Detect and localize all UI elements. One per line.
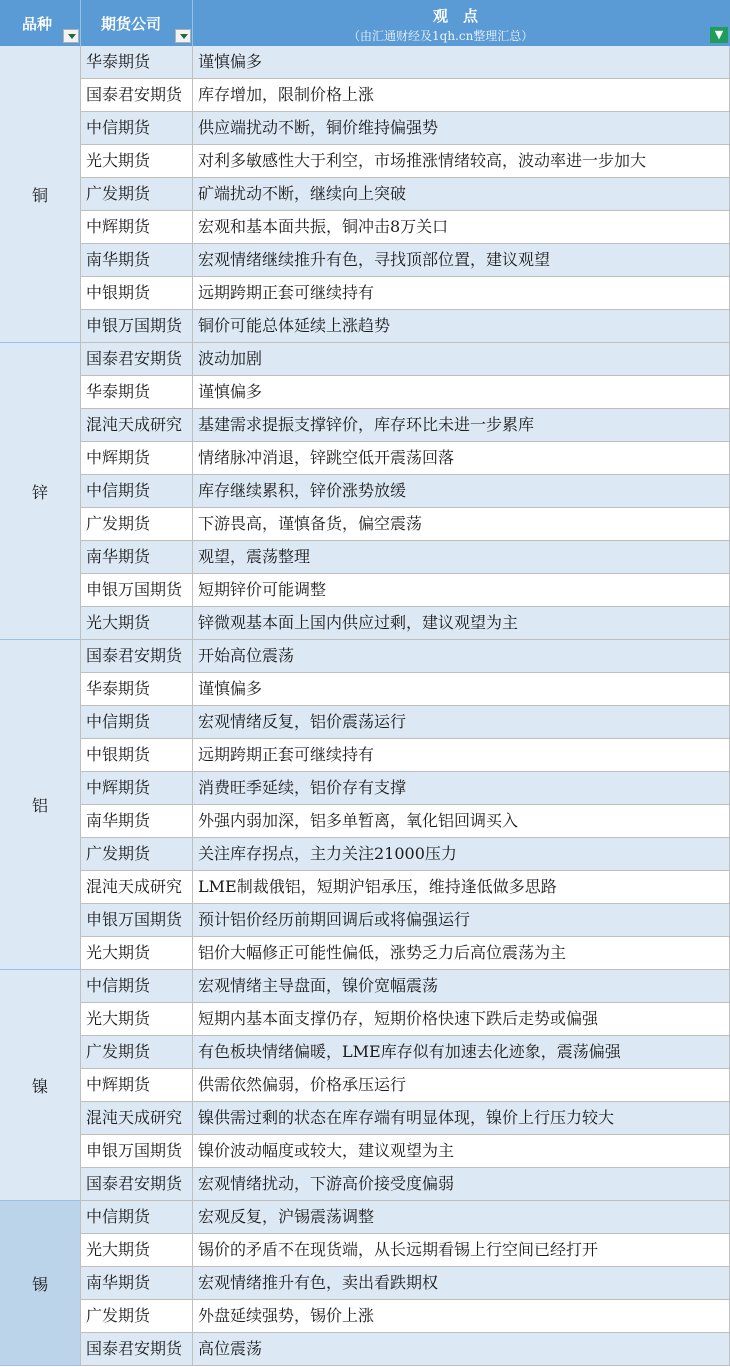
view-cell[interactable]: 情绪脉冲消退，锌跳空低开震荡回落 (193, 442, 730, 475)
company-cell[interactable]: 光大期货 (81, 1234, 193, 1267)
view-cell[interactable]: 镍价波动幅度或较大，建议观望为主 (193, 1135, 730, 1168)
category-cell[interactable]: 锡 (0, 1201, 81, 1366)
view-cell[interactable]: 谨慎偏多 (193, 376, 730, 409)
filter-active-icon[interactable]: ▼ (710, 27, 728, 43)
view-cell[interactable]: 宏观情绪反复，铝价震荡运行 (193, 706, 730, 739)
company-cell[interactable]: 申银万国期货 (81, 310, 193, 343)
company-cell[interactable]: 中辉期货 (81, 772, 193, 805)
view-cell[interactable]: 有色板块情绪偏暖，LME库存似有加速去化迹象，震荡偏强 (193, 1036, 730, 1069)
company-cell[interactable]: 中信期货 (81, 112, 193, 145)
view-cell[interactable]: 铝价大幅修正可能性偏低，涨势乏力后高位震荡为主 (193, 937, 730, 970)
company-cell[interactable]: 中信期货 (81, 970, 193, 1003)
company-cell[interactable]: 光大期货 (81, 1003, 193, 1036)
view-cell[interactable]: 外强内弱加深，铝多单暂离，氧化铝回调买入 (193, 805, 730, 838)
header-view-subtitle: （由汇通财经及1qh.cn整理汇总） (348, 29, 534, 43)
view-cell[interactable]: 库存增加，限制价格上涨 (193, 79, 730, 112)
company-cell[interactable]: 申银万国期货 (81, 904, 193, 937)
company-cell[interactable]: 国泰君安期货 (81, 1333, 193, 1366)
company-cell[interactable]: 中辉期货 (81, 211, 193, 244)
category-cell[interactable]: 镍 (0, 970, 81, 1201)
company-cell[interactable]: 申银万国期货 (81, 1135, 193, 1168)
company-cell[interactable]: 国泰君安期货 (81, 79, 193, 112)
company-cell[interactable]: 广发期货 (81, 1300, 193, 1333)
company-cell[interactable]: 广发期货 (81, 1036, 193, 1069)
view-cell[interactable]: 宏观情绪推升有色，卖出看跌期权 (193, 1267, 730, 1300)
company-cell[interactable]: 南华期货 (81, 244, 193, 277)
view-cell[interactable]: 下游畏高，谨慎备货，偏空震荡 (193, 508, 730, 541)
view-cell[interactable]: 谨慎偏多 (193, 46, 730, 79)
header-variety[interactable] (0, 0, 81, 46)
view-cell[interactable]: 谨慎偏多 (193, 673, 730, 706)
company-cell[interactable]: 广发期货 (81, 508, 193, 541)
company-cell[interactable]: 广发期货 (81, 838, 193, 871)
filter-dropdown-icon[interactable] (63, 29, 79, 43)
company-cell[interactable]: 华泰期货 (81, 376, 193, 409)
company-cell[interactable]: 中信期货 (81, 475, 193, 508)
header-view[interactable] (193, 0, 730, 46)
view-cell[interactable]: 短期锌价可能调整 (193, 574, 730, 607)
company-cell[interactable]: 混沌天成研究 (81, 1102, 193, 1135)
view-cell[interactable]: 锌微观基本面上国内供应过剩，建议观望为主 (193, 607, 730, 640)
view-cell[interactable]: 镍供需过剩的状态在库存端有明显体现，镍价上行压力较大 (193, 1102, 730, 1135)
company-cell[interactable]: 光大期货 (81, 145, 193, 178)
header-company-label: 期货公司 (101, 15, 162, 33)
view-cell[interactable]: 远期跨期正套可继续持有 (193, 739, 730, 772)
company-cell[interactable]: 南华期货 (81, 805, 193, 838)
company-cell[interactable]: 中信期货 (81, 706, 193, 739)
company-cell[interactable]: 中信期货 (81, 1201, 193, 1234)
view-cell[interactable]: 宏观反复，沪锡震荡调整 (193, 1201, 730, 1234)
company-cell[interactable]: 国泰君安期货 (81, 1168, 193, 1201)
view-cell[interactable]: 消费旺季延续，铝价存有支撑 (193, 772, 730, 805)
view-cell[interactable]: 远期跨期正套可继续持有 (193, 277, 730, 310)
view-cell[interactable]: 高位震荡 (193, 1333, 730, 1366)
company-cell[interactable]: 南华期货 (81, 541, 193, 574)
view-cell[interactable]: 开始高位震荡 (193, 640, 730, 673)
view-cell[interactable]: 观望，震荡整理 (193, 541, 730, 574)
header-variety-label: 品种 (22, 15, 53, 33)
header-view-title: 观 点 (433, 7, 479, 25)
view-cell[interactable]: 预计铝价经历前期回调后或将偏强运行 (193, 904, 730, 937)
view-cell[interactable]: 供应端扰动不断，铜价维持偏强势 (193, 112, 730, 145)
company-cell[interactable]: 混沌天成研究 (81, 871, 193, 904)
category-cell[interactable]: 铝 (0, 640, 81, 970)
view-cell[interactable]: 库存继续累积，锌价涨势放缓 (193, 475, 730, 508)
company-cell[interactable]: 国泰君安期货 (81, 640, 193, 673)
company-cell[interactable]: 华泰期货 (81, 46, 193, 79)
view-cell[interactable]: 锡价的矛盾不在现货端，从长远期看锡上行空间已经打开 (193, 1234, 730, 1267)
view-cell[interactable]: 铜价可能总体延续上涨趋势 (193, 310, 730, 343)
company-cell[interactable]: 国泰君安期货 (81, 343, 193, 376)
company-cell[interactable]: 光大期货 (81, 937, 193, 970)
view-cell[interactable]: 矿端扰动不断，继续向上突破 (193, 178, 730, 211)
header-company[interactable] (81, 0, 193, 46)
view-cell[interactable]: 宏观情绪主导盘面，镍价宽幅震荡 (193, 970, 730, 1003)
view-cell[interactable]: 波动加剧 (193, 343, 730, 376)
view-cell[interactable]: 供需依然偏弱，价格承压运行 (193, 1069, 730, 1102)
category-cell[interactable]: 铜 (0, 46, 81, 343)
view-cell[interactable]: LME制裁俄铝，短期沪铝承压，维持逢低做多思路 (193, 871, 730, 904)
view-cell[interactable]: 对利多敏感性大于利空，市场推涨情绪较高，波动率进一步加大 (193, 145, 730, 178)
company-cell[interactable]: 光大期货 (81, 607, 193, 640)
view-cell[interactable]: 宏观情绪扰动，下游高价接受度偏弱 (193, 1168, 730, 1201)
category-cell[interactable]: 锌 (0, 343, 81, 640)
company-cell[interactable]: 中银期货 (81, 277, 193, 310)
filter-dropdown-icon[interactable] (175, 29, 191, 43)
view-cell[interactable]: 宏观情绪继续推升有色，寻找顶部位置，建议观望 (193, 244, 730, 277)
company-cell[interactable]: 中辉期货 (81, 442, 193, 475)
company-cell[interactable]: 南华期货 (81, 1267, 193, 1300)
view-cell[interactable]: 关注库存拐点，主力关注21000压力 (193, 838, 730, 871)
company-cell[interactable]: 申银万国期货 (81, 574, 193, 607)
company-cell[interactable]: 中银期货 (81, 739, 193, 772)
view-cell[interactable]: 基建需求提振支撑锌价，库存环比未进一步累库 (193, 409, 730, 442)
view-cell[interactable]: 外盘延续强势，锡价上涨 (193, 1300, 730, 1333)
view-cell[interactable]: 短期内基本面支撑仍存，短期价格快速下跌后走势或偏强 (193, 1003, 730, 1036)
company-cell[interactable]: 中辉期货 (81, 1069, 193, 1102)
company-cell[interactable]: 混沌天成研究 (81, 409, 193, 442)
view-cell[interactable]: 宏观和基本面共振，铜冲击8万关口 (193, 211, 730, 244)
company-cell[interactable]: 华泰期货 (81, 673, 193, 706)
company-cell[interactable]: 广发期货 (81, 178, 193, 211)
